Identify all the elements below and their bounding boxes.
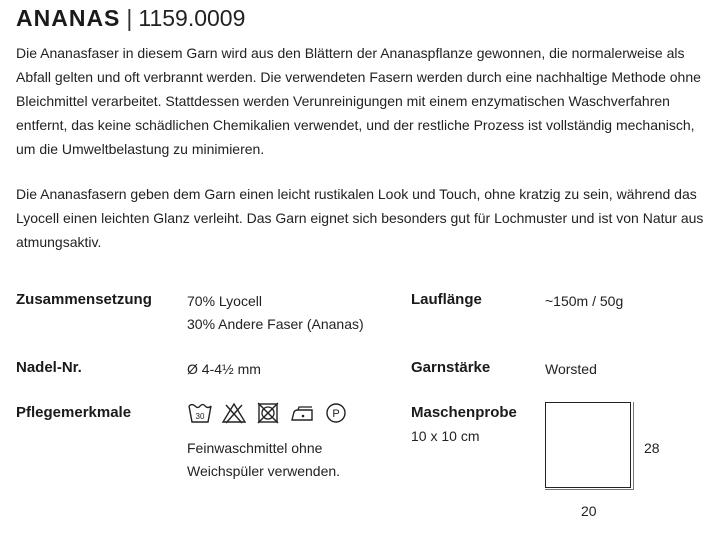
gauge-rows: 28	[644, 440, 660, 456]
care-label: Pflegemerkmale	[16, 404, 132, 421]
care-note-line-2: Weichspüler verwenden.	[187, 463, 341, 479]
needle-label: Nadel-Nr.	[16, 359, 82, 376]
description-paragraph-1: Die Ananasfaser in diesem Garn wird aus den Blättern der Ananaspflanze gewonnen, die normalerweise als Abfall gelten und oft verbrannt werden. Die verwendeten Fasern werden durch eine nachhaltige Methode ohne Bleichmittel verarbeitet. Stattdessen werden Verunreinigungen mit einem enzymatischen Waschverfahren entfernt, das keine schädlichen Chemikalien verwendet, und der restliche Prozess ist vollständig mechanisch, um die Umweltbelastung zu minimieren.	[16, 45, 701, 157]
care-icons	[187, 401, 349, 425]
wash-temperature: 30	[195, 412, 205, 421]
composition-label: Zusammensetzung	[16, 291, 152, 308]
no-bleach-icon	[221, 401, 247, 425]
gauge-swatch	[545, 402, 631, 488]
description-paragraph-2: Die Ananasfasern geben dem Garn einen leicht rustikalen Look und Touch, ohne kratzig zu sein, während das Lyocell einen leichten Glanz verleiht. Das Garn eignet sich besonders gut für Lochmuster und ist von Natur aus atmungsaktiv.	[16, 186, 704, 250]
weight-label: Garnstärke	[411, 359, 491, 376]
gauge-swatch-edge-right	[633, 402, 634, 490]
wash-30-icon	[187, 401, 213, 425]
gauge-swatch-edge-bottom	[545, 489, 633, 490]
iron-low-icon	[289, 401, 315, 425]
composition-line-2: 30% Andere Faser (Ananas)	[187, 316, 364, 332]
care-note-line-1: Feinwaschmittel ohne	[187, 440, 323, 456]
composition-line-1: 70% Lyocell	[187, 293, 262, 309]
dry-clean-p-icon	[323, 401, 349, 425]
length-value: ~150m / 50g	[545, 293, 624, 309]
page-title	[16, 4, 245, 32]
no-tumble-dry-icon	[255, 401, 281, 425]
product-name: ANANAS	[16, 5, 121, 31]
needle-value: Ø 4-4½ mm	[187, 361, 261, 377]
gauge-stitches: 20	[581, 503, 597, 519]
weight-value: Worsted	[545, 361, 597, 377]
dry-clean-letter: P	[332, 408, 340, 420]
length-label: Lauflänge	[411, 291, 482, 308]
gauge-size: 10 x 10 cm	[411, 428, 480, 444]
title-separator: |	[126, 5, 133, 31]
gauge-label: Maschenprobe	[411, 404, 517, 421]
product-code: 1159.0009	[138, 5, 246, 31]
